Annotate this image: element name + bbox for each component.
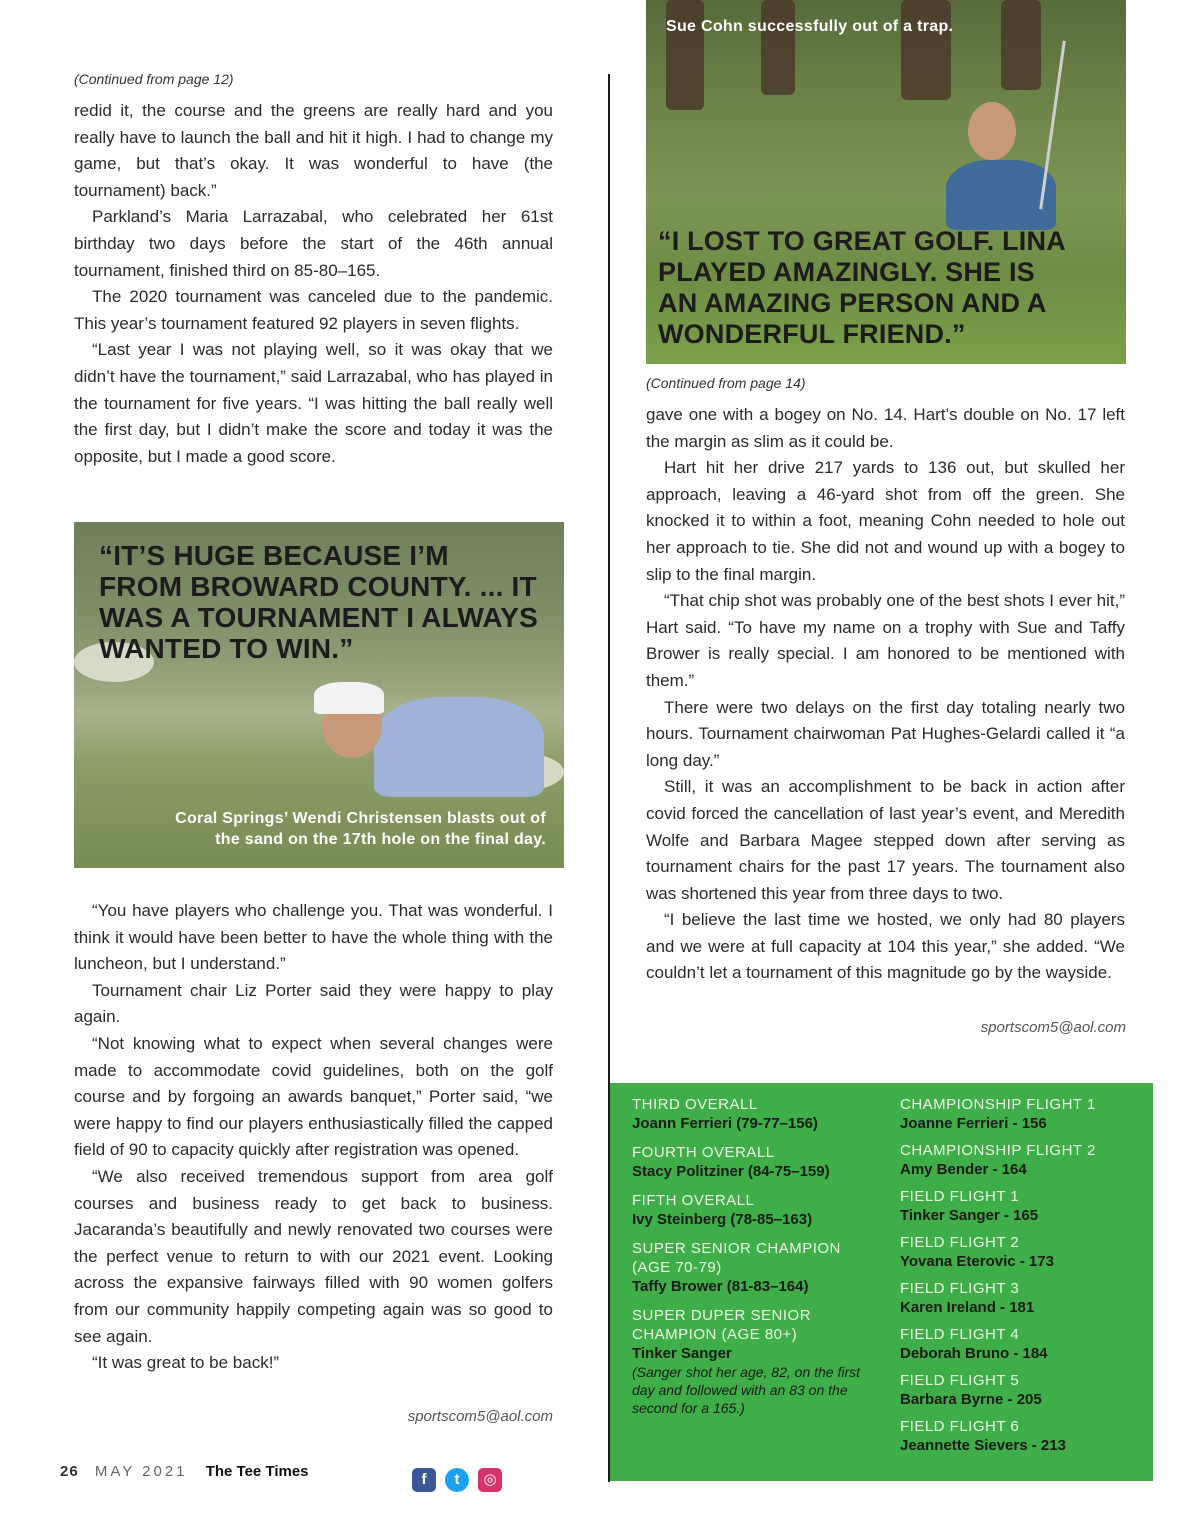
paragraph: “It was great to be back!” — [92, 1353, 280, 1373]
results-right-column — [900, 1095, 1140, 1463]
result-heading: SUPER DUPER SENIOR CHAMPION (AGE 80+) — [632, 1307, 812, 1343]
result-entry — [632, 1095, 880, 1133]
photo-caption-right: Sue Cohn successfully out of a trap. — [666, 18, 954, 35]
result-entry — [632, 1143, 880, 1181]
paragraph: Still, it was an accomplishment to be back in action after covid forced the cancellation of last year’s event, and Meredith Wolfe and Barbara Magee stepped down after serving as tournament chairs for the past 17 years. The tournament also was shortened this year from three days to two. — [646, 777, 1125, 903]
issue-date: MAY 2021 — [94, 1463, 188, 1480]
result-heading: SUPER SENIOR CHAMPION (AGE 70-79) — [632, 1240, 841, 1276]
golfer-shirt — [946, 160, 1056, 230]
result-value: Deborah Bruno - 184 — [900, 1345, 1048, 1362]
result-note: (Sanger shot her age, 82, on the first day and followed with an 83 on the second for a 165.) — [632, 1364, 861, 1416]
twitter-icon[interactable]: t — [445, 1468, 469, 1492]
paragraph: “That chip shot was probably one of the best shots I ever hit,” Hart said. “To have my name on a trophy with Sue and Taffy Brower is really special. I am honored to be mentioned with them.” — [646, 591, 1125, 690]
tree-trunk — [761, 0, 795, 95]
result-value: Stacy Politziner (84-75–159) — [632, 1163, 830, 1180]
result-entry — [900, 1417, 1140, 1455]
paragraph: “You have players who challenge you. That was wonderful. I think it would have been better to have the whole thing with the luncheon, but I understand.” — [74, 901, 553, 974]
paragraph: “Not knowing what to expect when several changes were made to accommodate covid guidelines, both on the golf course and by forgoing an awards banquet,” Porter said, “we were happy to find our players enthusiastically filled the capped field of 90 to capacity quickly after registration was opened. — [74, 1033, 553, 1160]
tree-trunk — [901, 0, 951, 100]
result-entry — [900, 1325, 1140, 1363]
result-heading: FIELD FLIGHT 1 — [900, 1188, 1020, 1205]
result-value: Karen Ireland - 181 — [900, 1299, 1035, 1316]
paragraph: gave one with a bogey on No. 14. Hart’s double on No. 17 left the margin as slim as it could be. — [646, 405, 1125, 451]
result-value: Jeannette Sievers - 213 — [900, 1437, 1066, 1454]
result-value: Barbara Byrne - 205 — [900, 1391, 1042, 1408]
continued-note-left: (Continued from page 12) — [74, 71, 234, 87]
result-value: Joanne Ferrieri - 156 — [900, 1115, 1047, 1132]
paragraph: Parkland’s Maria Larrazabal, who celebrated her 61st birthday two days before the start of the 46th annual tournament, finished third on 85-80–165. — [74, 207, 553, 280]
result-entry — [900, 1141, 1140, 1179]
paragraph: The 2020 tournament was canceled due to the pandemic. This year’s tournament featured 92 players in seven flights. — [74, 287, 553, 333]
result-entry — [632, 1239, 880, 1296]
pull-quote-left: “IT’S HUGE BECAUSE I’M FROM BROWARD COUNTY. ... IT WAS A TOURNAMENT I ALWAYS WANTED TO WIN.” — [99, 540, 539, 664]
golfer-shirt — [374, 697, 544, 797]
result-entry — [632, 1191, 880, 1229]
result-value: Ivy Steinberg (78-85–163) — [632, 1211, 813, 1228]
result-heading: FIFTH OVERALL — [632, 1192, 755, 1209]
result-heading: FIELD FLIGHT 3 — [900, 1280, 1020, 1297]
result-heading: THIRD OVERALL — [632, 1096, 758, 1113]
result-heading: CHAMPIONSHIP FLIGHT 1 — [900, 1096, 1096, 1113]
results-box — [610, 1083, 1153, 1481]
photo-christensen — [74, 522, 564, 868]
golfer-face — [968, 102, 1016, 160]
paragraph: “We also received tremendous support from area golf courses and business ready to get back to business. Jacaranda’s beautifully and newly renovated two courses were the perfect venue to return to with our 2021 event. Looking across the expansive fairways filled with 90 women golfers from our community happily competing again was so good to see again. — [74, 1166, 553, 1346]
result-value: Joann Ferrieri (79-77–156) — [632, 1115, 818, 1132]
paragraph: Tournament chair Liz Porter said they were happy to play again. — [74, 980, 553, 1027]
result-heading: FIELD FLIGHT 6 — [900, 1418, 1020, 1435]
left-article-bottom — [74, 898, 553, 1377]
page-number: 26 — [60, 1463, 79, 1480]
publication-name: The Tee Times — [205, 1463, 309, 1480]
right-article — [646, 402, 1125, 987]
result-heading: FIELD FLIGHT 4 — [900, 1326, 1020, 1343]
result-entry — [900, 1371, 1140, 1409]
author-email-right: sportscom5@aol.com — [980, 1019, 1126, 1036]
author-email-left: sportscom5@aol.com — [407, 1408, 553, 1425]
left-article-top — [74, 98, 553, 470]
result-entry — [900, 1187, 1140, 1225]
result-entry — [900, 1279, 1140, 1317]
result-entry — [900, 1233, 1140, 1271]
facebook-icon[interactable]: f — [412, 1468, 436, 1492]
paragraph: “I believe the last time we hosted, we only had 80 players and we were at full capacity at 104 this year,” she added. “We couldn’t let a tournament of this magnitude go by the wayside. — [646, 910, 1125, 983]
page-footer — [60, 1463, 309, 1480]
results-left-column — [632, 1095, 880, 1427]
instagram-icon[interactable]: ◎ — [478, 1468, 502, 1492]
paragraph: There were two delays on the first day totaling nearly two hours. Tournament chairwoman Pat Hughes-Gelardi called it “a long day.” — [646, 697, 1125, 770]
pull-quote-right: “I LOST TO GREAT GOLF. LINA PLAYED AMAZINGLY. SHE IS AN AMAZING PERSON AND A WONDERFUL FRIEND.” — [658, 226, 1065, 349]
result-value: Taffy Brower (81-83–164) — [632, 1278, 809, 1295]
result-value: Yovana Eterovic - 173 — [900, 1253, 1054, 1270]
result-heading: FIELD FLIGHT 5 — [900, 1372, 1020, 1389]
photo-cohn — [646, 0, 1126, 364]
result-value: Amy Bender - 164 — [900, 1161, 1027, 1178]
paragraph: Hart hit her drive 217 yards to 136 out, but skulled her approach, leaving a 46-yard shot from off the green. She knocked it to within a foot, meaning Cohn needed to hole out her approach to tie. She did not and wound up with a bogey to slip to the final margin. — [646, 458, 1125, 584]
result-heading: FIELD FLIGHT 2 — [900, 1234, 1020, 1251]
paragraph: “Last year I was not playing well, so it was okay that we didn’t have the tournament,” said Larrazabal, who has played in the tournament for five years. “I was hitting the ball really well the first day, but I didn’t make the score and today it was the opposite, but I made a good score. — [74, 340, 553, 466]
result-entry — [632, 1306, 880, 1417]
result-heading: CHAMPIONSHIP FLIGHT 2 — [900, 1142, 1096, 1159]
paragraph: redid it, the course and the greens are really hard and you really have to launch the ball and hit it high. I had to change my game, but that’s okay. It was wonderful to have (the tournament) back.” — [74, 101, 553, 200]
result-value: Tinker Sanger - 165 — [900, 1207, 1039, 1224]
golfer-cap — [314, 682, 384, 714]
result-heading: FOURTH OVERALL — [632, 1144, 775, 1161]
photo-caption-left: Coral Springs’ Wendi Christensen blasts out of the sand on the 17th hole on the final day. — [175, 810, 546, 848]
result-value: Tinker Sanger — [632, 1345, 732, 1362]
result-entry — [900, 1095, 1140, 1133]
continued-note-right: (Continued from page 14) — [646, 375, 806, 391]
tree-trunk — [1001, 0, 1041, 90]
